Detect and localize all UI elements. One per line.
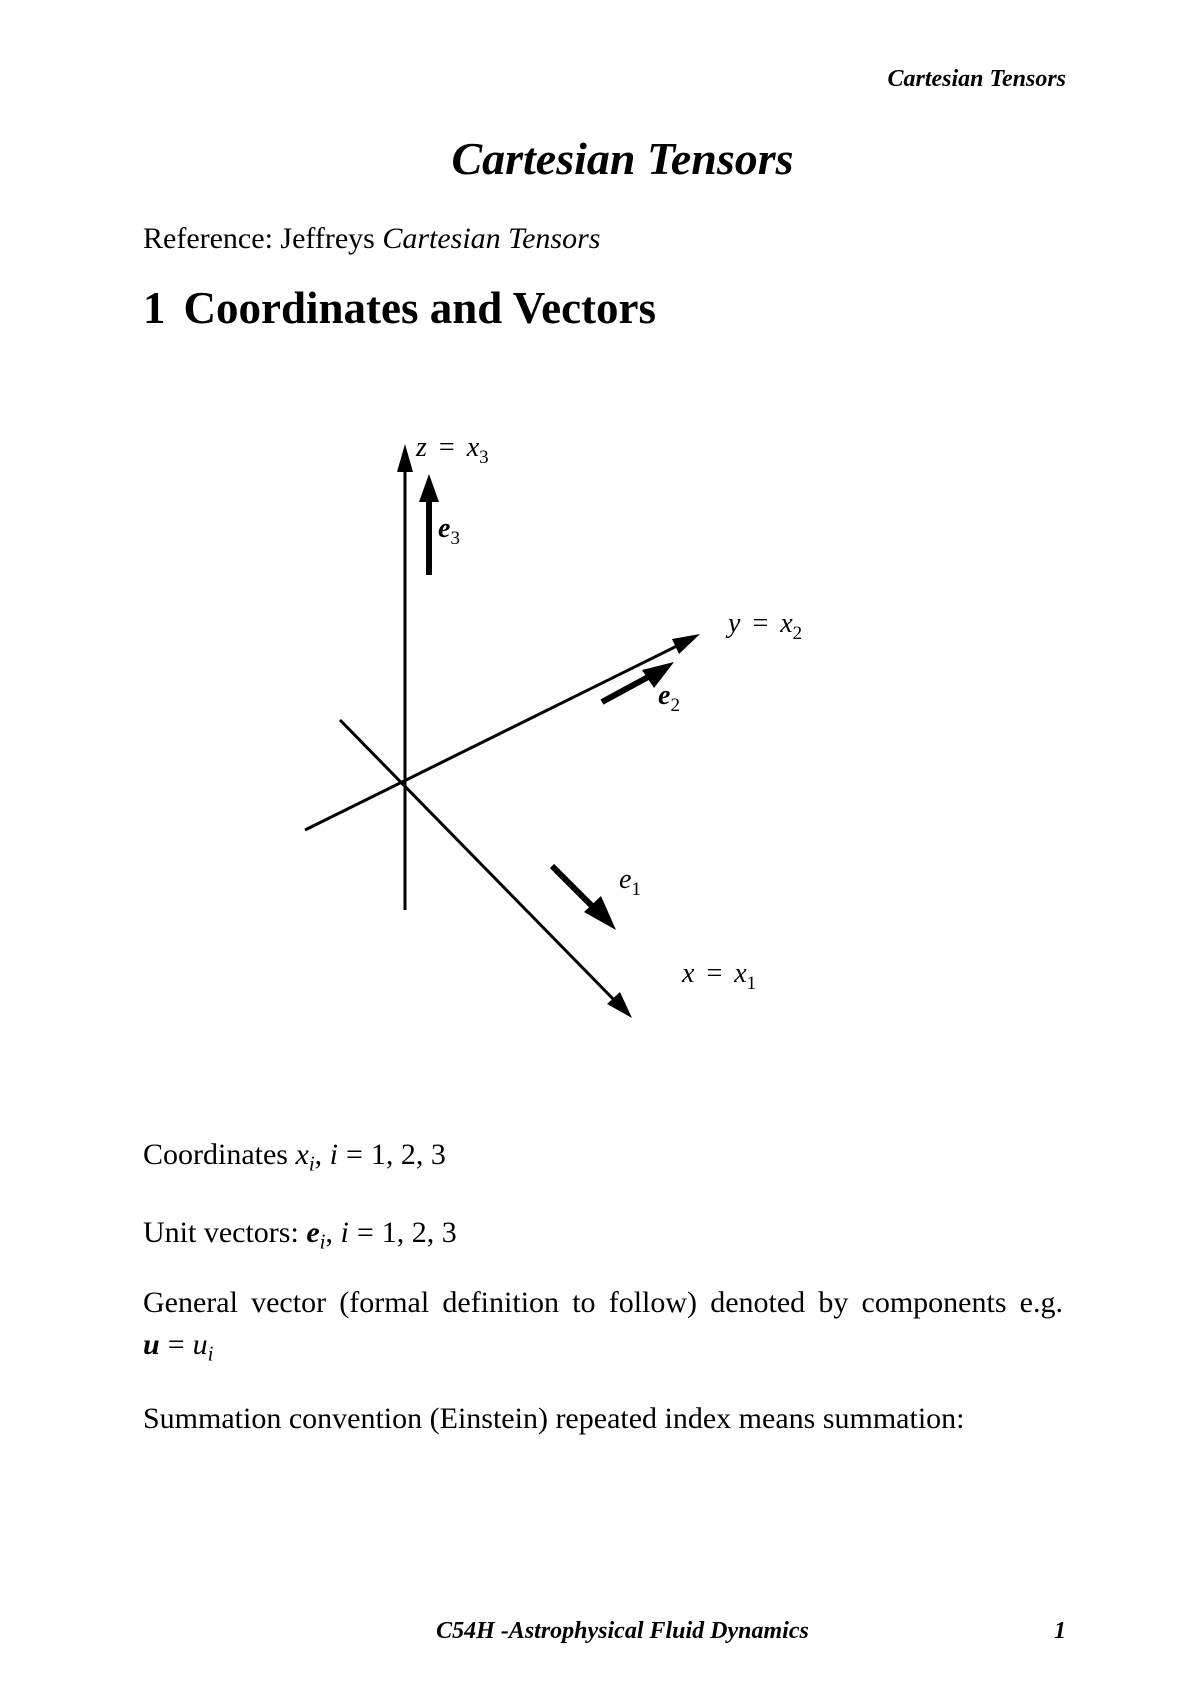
page-title: Cartesian Tensors xyxy=(451,133,794,184)
general-vector-paragraph: General vector (formal definition to follow) denoted by components e.g. $u = u_i$ xyxy=(143,1286,1063,1366)
e1-label: $e_1$ xyxy=(619,864,641,900)
reference-prefix: Reference: Jeffreys xyxy=(143,222,383,255)
reference-line xyxy=(143,222,600,256)
coordinate-axes-figure xyxy=(280,420,880,1020)
section-number: 1 xyxy=(143,283,166,333)
z-axis-label: $z = x_3$ xyxy=(416,432,489,468)
section-heading xyxy=(143,282,656,334)
coordinates-paragraph: Coordinates $x_i$, i = 1, 2, 3 xyxy=(143,1138,446,1176)
x-axis-label: $x = x_1$ xyxy=(682,958,757,994)
reference-book-title: Cartesian Tensors xyxy=(382,222,601,255)
e2-label: $e_2$ xyxy=(658,680,680,716)
z-axis-arrowhead xyxy=(397,444,413,472)
section-title: Coordinates and Vectors xyxy=(183,283,657,333)
footer-course-title: C54H -Astrophysical Fluid Dynamics xyxy=(436,1618,809,1644)
y-axis-line xyxy=(305,642,685,830)
summation-paragraph: Summation convention (Einstein) repeated index means summation: xyxy=(143,1402,965,1435)
e1-arrow-shaft xyxy=(552,866,596,910)
unit-vectors-paragraph: Unit vectors: $e_i$, i = 1, 2, 3 xyxy=(143,1216,457,1254)
y-axis-label: $y = x_2$ xyxy=(728,608,803,644)
e3-arrowhead xyxy=(419,474,439,502)
y-axis-arrowhead xyxy=(672,634,700,654)
x-axis-line xyxy=(340,720,620,1006)
running-header: Cartesian Tensors xyxy=(887,66,1066,92)
e3-label: $e_3$ xyxy=(438,513,460,549)
page-number: 1 xyxy=(1054,1618,1066,1644)
